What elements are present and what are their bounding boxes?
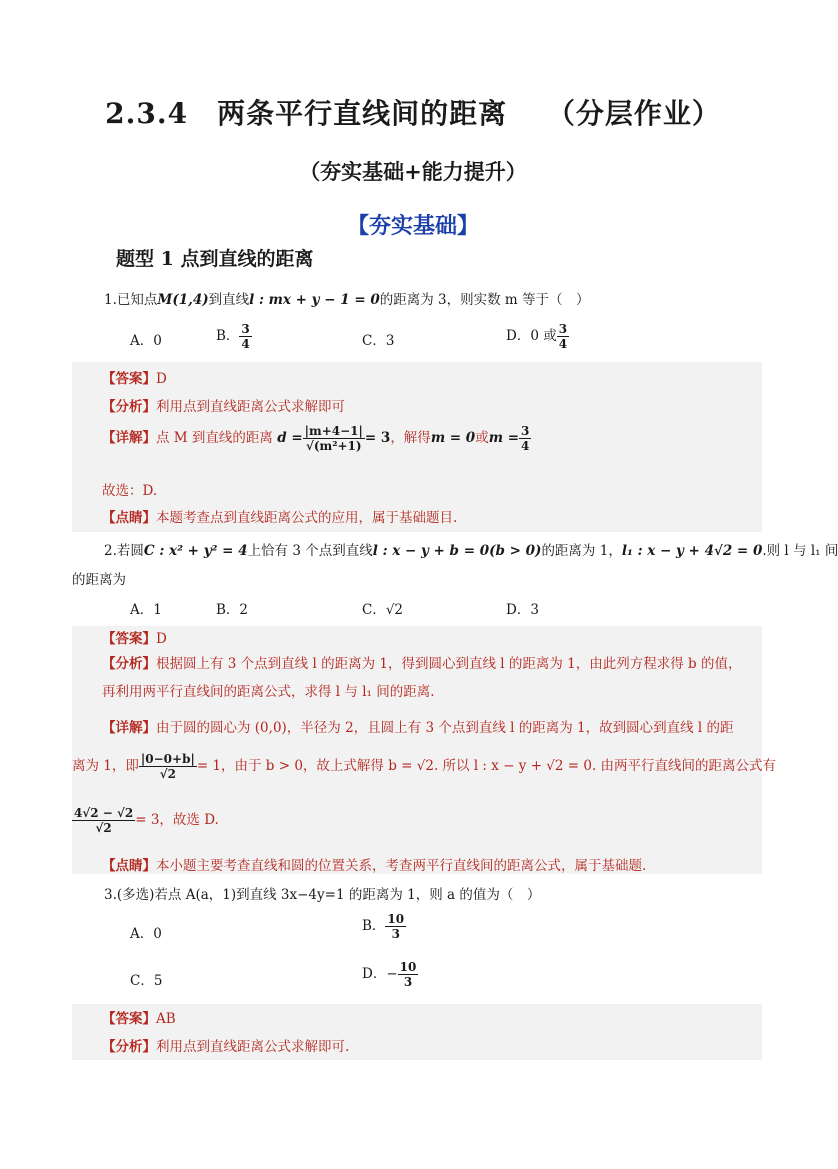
q2-detail-line-2: 离为 1，即 $\frac{|0-0+b|}{√2}$ = 1，由于 b > 0，故上式解得 b = √2. 所以 l : x − y + √2 = 0. 由两平行直线间的距离公式有	[72, 752, 777, 781]
question-type-heading: 题型 1 点到直线的距离	[116, 248, 314, 270]
question-3: 3.(多选)若点 A(a，1)到直线 3x−4y=1 的距离为 1，则 a 的值为（ ）	[104, 887, 541, 903]
line-equation: l : mx + y − 1 = 0	[249, 292, 380, 308]
q1-option-c: C．3	[362, 333, 395, 349]
section-heading: 【夯实基础】	[346, 213, 479, 239]
question-1: 1.已知点M(1,4)到直线l : mx + y − 1 = 0的距离为 3，则实数 m 等于（ ）	[104, 292, 590, 308]
q2-option-a: A．1	[130, 602, 162, 618]
question-2-line-1: 2.若圆C : x² + y² = 4上恰有 3 个点到直线l : x − y + b = 0(b > 0)的距离为 1，l₁ : x − y + 4√2 = 0.则 l 与 l₁ 间	[104, 543, 838, 559]
q2-option-d: D．3	[506, 602, 539, 618]
q1-option-d: D．0 或 $\frac{3}{4}$	[506, 322, 568, 351]
q3-option-c: C．5	[130, 973, 163, 989]
q3-answer: 【答案】AB	[102, 1011, 176, 1027]
q2-option-b: B．2	[216, 602, 249, 618]
q1-option-a: A．0	[130, 333, 162, 349]
q2-detail-line-1: 【详解】由于圆的圆心为 (0,0)，半径为 2，且圆上有 3 个点到直线 l 的距离为 1，故到圆心到直线 l 的距	[102, 720, 734, 736]
q2-answer: 【答案】D	[102, 631, 167, 647]
page-subtitle: （夯实基础+能力提升）	[299, 159, 527, 184]
q3-analysis: 【分析】利用点到直线距离公式求解即可.	[102, 1039, 350, 1055]
q2-analysis: 【分析】根据圆上有 3 个点到直线 l 的距离为 1，得到圆心到直线 l 的距离为 1，由此列方程求得 b 的值，再利用两平行直线间的距离公式，求得 l 与 l₁ 间的距离.	[102, 656, 742, 700]
q1-comment: 【点睛】本题考查点到直线距离公式的应用，属于基础题目.	[102, 510, 458, 526]
page-title: 2.3.4 两条平行直线间的距离 （分层作业）	[105, 97, 721, 130]
question-2-line-2: 的距离为	[72, 572, 126, 588]
q2-detail-line-3: $\frac{4√2 - √2}{√2}$ = 3，故选 D.	[74, 806, 219, 835]
q1-choose: 故选：D.	[102, 483, 158, 499]
q3-option-a: A．0	[130, 926, 162, 942]
q1-detail: 【详解】点 M 到直线的距离 d = $\frac{|m+4-1|}{\text{√(m²+1)}}$ = 3，解得m = 0或m = $\frac{3}{4}$	[102, 424, 530, 453]
q2-comment: 【点睛】本小题主要考查直线和圆的位置关系，考查两平行直线间的距离公式，属于基础题.	[102, 858, 647, 874]
q2-option-c: C．√2	[362, 602, 404, 618]
point-m: M(1,4)	[157, 292, 209, 308]
q3-option-b: B． $\frac{10}{3}$	[362, 912, 405, 941]
q1-option-b: B． $\frac{3}{4}$	[216, 322, 250, 351]
q1-analysis: 【分析】利用点到直线距离公式求解即可	[102, 399, 345, 415]
q1-answer: 【答案】D	[102, 371, 167, 387]
q3-option-d: D．− $\frac{10}{3}$	[362, 960, 417, 989]
